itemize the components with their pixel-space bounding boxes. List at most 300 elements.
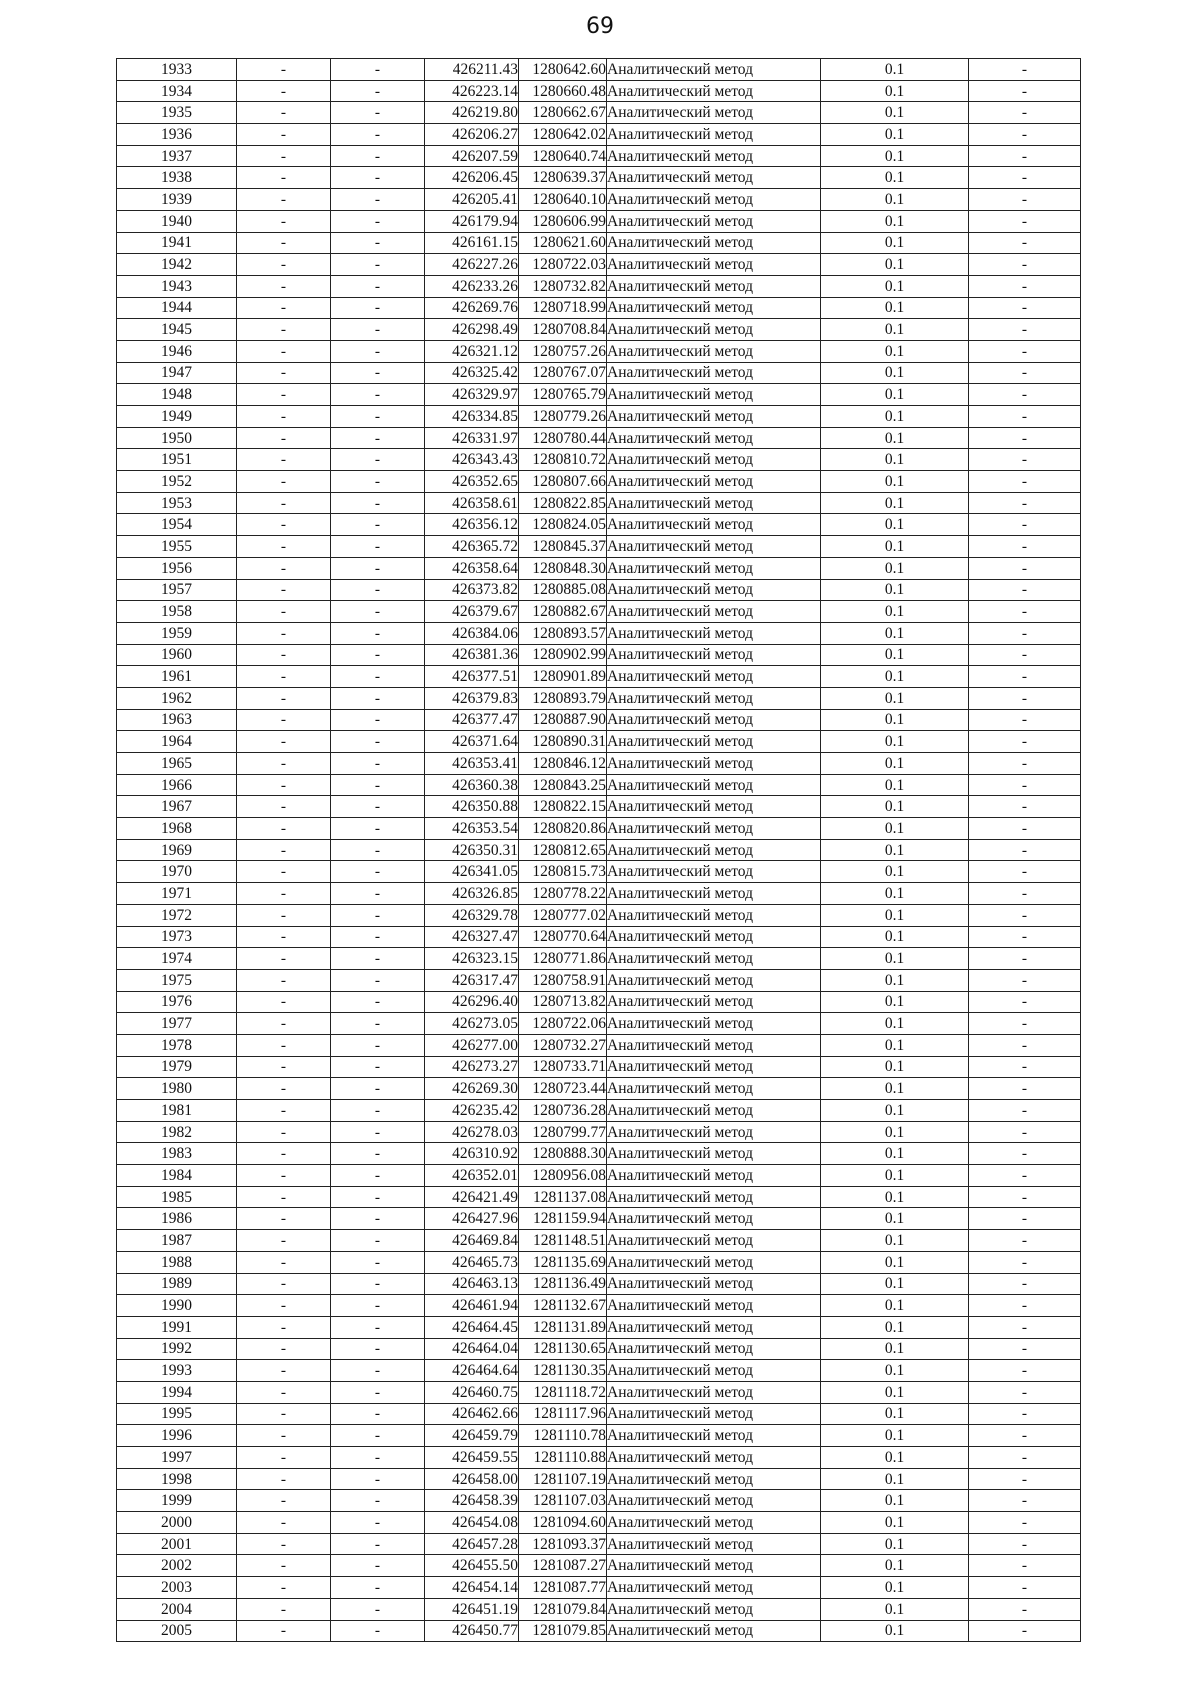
x-coordinate-cell: 426269.76 bbox=[425, 297, 519, 319]
accuracy-cell: 0.1 bbox=[821, 1316, 969, 1338]
table-row bbox=[117, 1577, 1081, 1599]
table-row bbox=[117, 1078, 1081, 1100]
method-cell: Аналитический метод bbox=[607, 471, 821, 493]
dash-cell: - bbox=[969, 340, 1081, 362]
dash-cell: - bbox=[969, 687, 1081, 709]
accuracy-cell: 0.1 bbox=[821, 1533, 969, 1555]
table-row bbox=[117, 1251, 1081, 1273]
accuracy-cell: 0.1 bbox=[821, 644, 969, 666]
table-row bbox=[117, 1273, 1081, 1295]
x-coordinate-cell: 426469.84 bbox=[425, 1230, 519, 1252]
table-row bbox=[117, 1121, 1081, 1143]
y-coordinate-cell: 1280640.74 bbox=[519, 145, 607, 167]
method-cell: Аналитический метод bbox=[607, 1533, 821, 1555]
x-coordinate-cell: 426227.26 bbox=[425, 254, 519, 276]
dash-cell: - bbox=[969, 839, 1081, 861]
point-number-cell: 1944 bbox=[117, 297, 237, 319]
dash-cell: - bbox=[969, 449, 1081, 471]
accuracy-cell: 0.1 bbox=[821, 796, 969, 818]
x-coordinate-cell: 426205.41 bbox=[425, 189, 519, 211]
dash-cell: - bbox=[969, 1447, 1081, 1469]
dash-cell: - bbox=[331, 514, 425, 536]
dash-cell: - bbox=[969, 1620, 1081, 1642]
x-coordinate-cell: 426350.88 bbox=[425, 796, 519, 818]
table-row bbox=[117, 449, 1081, 471]
method-cell: Аналитический метод bbox=[607, 1598, 821, 1620]
method-cell: Аналитический метод bbox=[607, 1403, 821, 1425]
table-row bbox=[117, 861, 1081, 883]
accuracy-cell: 0.1 bbox=[821, 1078, 969, 1100]
point-number-cell: 1950 bbox=[117, 427, 237, 449]
dash-cell: - bbox=[237, 514, 331, 536]
dash-cell: - bbox=[237, 948, 331, 970]
x-coordinate-cell: 426323.15 bbox=[425, 948, 519, 970]
table-row bbox=[117, 1338, 1081, 1360]
table-row bbox=[117, 254, 1081, 276]
x-coordinate-cell: 426356.12 bbox=[425, 514, 519, 536]
x-coordinate-cell: 426377.51 bbox=[425, 666, 519, 688]
dash-cell: - bbox=[331, 1251, 425, 1273]
x-coordinate-cell: 426179.94 bbox=[425, 210, 519, 232]
point-number-cell: 1976 bbox=[117, 991, 237, 1013]
table-row bbox=[117, 666, 1081, 688]
method-cell: Аналитический метод bbox=[607, 1425, 821, 1447]
x-coordinate-cell: 426377.47 bbox=[425, 709, 519, 731]
dash-cell: - bbox=[969, 406, 1081, 428]
x-coordinate-cell: 426206.45 bbox=[425, 167, 519, 189]
point-number-cell: 1962 bbox=[117, 687, 237, 709]
table-row bbox=[117, 774, 1081, 796]
method-cell: Аналитический метод bbox=[607, 1251, 821, 1273]
dash-cell: - bbox=[969, 384, 1081, 406]
dash-cell: - bbox=[969, 818, 1081, 840]
dash-cell: - bbox=[237, 991, 331, 1013]
method-cell: Аналитический метод bbox=[607, 991, 821, 1013]
x-coordinate-cell: 426353.54 bbox=[425, 818, 519, 840]
dash-cell: - bbox=[969, 796, 1081, 818]
dash-cell: - bbox=[969, 1273, 1081, 1295]
table-row bbox=[117, 579, 1081, 601]
dash-cell: - bbox=[331, 232, 425, 254]
x-coordinate-cell: 426350.31 bbox=[425, 839, 519, 861]
dash-cell: - bbox=[237, 1490, 331, 1512]
dash-cell: - bbox=[969, 1338, 1081, 1360]
method-cell: Аналитический метод bbox=[607, 948, 821, 970]
accuracy-cell: 0.1 bbox=[821, 297, 969, 319]
accuracy-cell: 0.1 bbox=[821, 666, 969, 688]
table-row bbox=[117, 1512, 1081, 1534]
x-coordinate-cell: 426464.64 bbox=[425, 1360, 519, 1382]
x-coordinate-cell: 426310.92 bbox=[425, 1143, 519, 1165]
accuracy-cell: 0.1 bbox=[821, 1251, 969, 1273]
accuracy-cell: 0.1 bbox=[821, 774, 969, 796]
x-coordinate-cell: 426451.19 bbox=[425, 1598, 519, 1620]
method-cell: Аналитический метод bbox=[607, 59, 821, 81]
dash-cell: - bbox=[237, 883, 331, 905]
point-number-cell: 1934 bbox=[117, 80, 237, 102]
point-number-cell: 2003 bbox=[117, 1577, 237, 1599]
dash-cell: - bbox=[969, 514, 1081, 536]
x-coordinate-cell: 426343.43 bbox=[425, 449, 519, 471]
accuracy-cell: 0.1 bbox=[821, 514, 969, 536]
accuracy-cell: 0.1 bbox=[821, 536, 969, 558]
point-number-cell: 1984 bbox=[117, 1165, 237, 1187]
table-row bbox=[117, 1381, 1081, 1403]
accuracy-cell: 0.1 bbox=[821, 839, 969, 861]
method-cell: Аналитический метод bbox=[607, 1447, 821, 1469]
y-coordinate-cell: 1280901.89 bbox=[519, 666, 607, 688]
table-row bbox=[117, 1143, 1081, 1165]
dash-cell: - bbox=[969, 319, 1081, 341]
method-cell: Аналитический метод bbox=[607, 1273, 821, 1295]
dash-cell: - bbox=[237, 644, 331, 666]
point-number-cell: 1988 bbox=[117, 1251, 237, 1273]
dash-cell: - bbox=[331, 687, 425, 709]
dash-cell: - bbox=[969, 948, 1081, 970]
dash-cell: - bbox=[237, 1403, 331, 1425]
dash-cell: - bbox=[237, 102, 331, 124]
point-number-cell: 1981 bbox=[117, 1100, 237, 1122]
table-row bbox=[117, 926, 1081, 948]
method-cell: Аналитический метод bbox=[607, 362, 821, 384]
point-number-cell: 1935 bbox=[117, 102, 237, 124]
y-coordinate-cell: 1281148.51 bbox=[519, 1230, 607, 1252]
method-cell: Аналитический метод bbox=[607, 275, 821, 297]
table-row bbox=[117, 514, 1081, 536]
dash-cell: - bbox=[237, 1078, 331, 1100]
point-number-cell: 1949 bbox=[117, 406, 237, 428]
y-coordinate-cell: 1281137.08 bbox=[519, 1186, 607, 1208]
point-number-cell: 1954 bbox=[117, 514, 237, 536]
method-cell: Аналитический метод bbox=[607, 1034, 821, 1056]
dash-cell: - bbox=[969, 102, 1081, 124]
dash-cell: - bbox=[331, 124, 425, 146]
point-number-cell: 1939 bbox=[117, 189, 237, 211]
method-cell: Аналитический метод bbox=[607, 1512, 821, 1534]
dash-cell: - bbox=[331, 406, 425, 428]
y-coordinate-cell: 1281094.60 bbox=[519, 1512, 607, 1534]
y-coordinate-cell: 1280767.07 bbox=[519, 362, 607, 384]
dash-cell: - bbox=[969, 861, 1081, 883]
accuracy-cell: 0.1 bbox=[821, 1468, 969, 1490]
x-coordinate-cell: 426458.00 bbox=[425, 1468, 519, 1490]
point-number-cell: 2001 bbox=[117, 1533, 237, 1555]
accuracy-cell: 0.1 bbox=[821, 861, 969, 883]
table-row bbox=[117, 601, 1081, 623]
dash-cell: - bbox=[237, 622, 331, 644]
dash-cell: - bbox=[969, 1381, 1081, 1403]
accuracy-cell: 0.1 bbox=[821, 753, 969, 775]
dash-cell: - bbox=[331, 644, 425, 666]
coordinates-table bbox=[116, 58, 1081, 1642]
dash-cell: - bbox=[969, 904, 1081, 926]
x-coordinate-cell: 426450.77 bbox=[425, 1620, 519, 1642]
dash-cell: - bbox=[969, 1230, 1081, 1252]
accuracy-cell: 0.1 bbox=[821, 1208, 969, 1230]
method-cell: Аналитический метод bbox=[607, 1230, 821, 1252]
dash-cell: - bbox=[237, 579, 331, 601]
method-cell: Аналитический метод bbox=[607, 406, 821, 428]
point-number-cell: 1960 bbox=[117, 644, 237, 666]
method-cell: Аналитический метод bbox=[607, 796, 821, 818]
dash-cell: - bbox=[969, 1078, 1081, 1100]
table-row bbox=[117, 1295, 1081, 1317]
method-cell: Аналитический метод bbox=[607, 1143, 821, 1165]
method-cell: Аналитический метод bbox=[607, 753, 821, 775]
dash-cell: - bbox=[969, 644, 1081, 666]
dash-cell: - bbox=[969, 1165, 1081, 1187]
point-number-cell: 1963 bbox=[117, 709, 237, 731]
dash-cell: - bbox=[969, 969, 1081, 991]
dash-cell: - bbox=[969, 1598, 1081, 1620]
method-cell: Аналитический метод bbox=[607, 557, 821, 579]
dash-cell: - bbox=[237, 774, 331, 796]
point-number-cell: 1958 bbox=[117, 601, 237, 623]
dash-cell: - bbox=[237, 275, 331, 297]
point-number-cell: 1999 bbox=[117, 1490, 237, 1512]
y-coordinate-cell: 1280606.99 bbox=[519, 210, 607, 232]
point-number-cell: 1978 bbox=[117, 1034, 237, 1056]
dash-cell: - bbox=[969, 1490, 1081, 1512]
y-coordinate-cell: 1280722.06 bbox=[519, 1013, 607, 1035]
accuracy-cell: 0.1 bbox=[821, 1034, 969, 1056]
x-coordinate-cell: 426277.00 bbox=[425, 1034, 519, 1056]
dash-cell: - bbox=[331, 666, 425, 688]
y-coordinate-cell: 1281131.89 bbox=[519, 1316, 607, 1338]
point-number-cell: 1968 bbox=[117, 818, 237, 840]
y-coordinate-cell: 1280736.28 bbox=[519, 1100, 607, 1122]
y-coordinate-cell: 1280846.12 bbox=[519, 753, 607, 775]
method-cell: Аналитический метод bbox=[607, 1208, 821, 1230]
method-cell: Аналитический метод bbox=[607, 1186, 821, 1208]
table-row bbox=[117, 796, 1081, 818]
dash-cell: - bbox=[237, 1208, 331, 1230]
point-number-cell: 1956 bbox=[117, 557, 237, 579]
dash-cell: - bbox=[237, 926, 331, 948]
y-coordinate-cell: 1280621.60 bbox=[519, 232, 607, 254]
y-coordinate-cell: 1280893.57 bbox=[519, 622, 607, 644]
x-coordinate-cell: 426464.45 bbox=[425, 1316, 519, 1338]
dash-cell: - bbox=[237, 1338, 331, 1360]
y-coordinate-cell: 1281130.65 bbox=[519, 1338, 607, 1360]
method-cell: Аналитический метод bbox=[607, 1295, 821, 1317]
dash-cell: - bbox=[969, 883, 1081, 905]
dash-cell: - bbox=[237, 861, 331, 883]
dash-cell: - bbox=[331, 753, 425, 775]
y-coordinate-cell: 1280723.44 bbox=[519, 1078, 607, 1100]
x-coordinate-cell: 426207.59 bbox=[425, 145, 519, 167]
dash-cell: - bbox=[331, 1034, 425, 1056]
y-coordinate-cell: 1280815.73 bbox=[519, 861, 607, 883]
dash-cell: - bbox=[237, 796, 331, 818]
accuracy-cell: 0.1 bbox=[821, 254, 969, 276]
y-coordinate-cell: 1281135.69 bbox=[519, 1251, 607, 1273]
x-coordinate-cell: 426352.01 bbox=[425, 1165, 519, 1187]
x-coordinate-cell: 426327.47 bbox=[425, 926, 519, 948]
accuracy-cell: 0.1 bbox=[821, 319, 969, 341]
accuracy-cell: 0.1 bbox=[821, 991, 969, 1013]
table-row bbox=[117, 1013, 1081, 1035]
dash-cell: - bbox=[331, 1447, 425, 1469]
point-number-cell: 1990 bbox=[117, 1295, 237, 1317]
dash-cell: - bbox=[969, 1251, 1081, 1273]
dash-cell: - bbox=[331, 210, 425, 232]
x-coordinate-cell: 426206.27 bbox=[425, 124, 519, 146]
y-coordinate-cell: 1280778.22 bbox=[519, 883, 607, 905]
x-coordinate-cell: 426298.49 bbox=[425, 319, 519, 341]
dash-cell: - bbox=[331, 1013, 425, 1035]
dash-cell: - bbox=[237, 1512, 331, 1534]
dash-cell: - bbox=[331, 80, 425, 102]
dash-cell: - bbox=[969, 362, 1081, 384]
method-cell: Аналитический метод bbox=[607, 666, 821, 688]
accuracy-cell: 0.1 bbox=[821, 687, 969, 709]
dash-cell: - bbox=[331, 557, 425, 579]
y-coordinate-cell: 1280810.72 bbox=[519, 449, 607, 471]
dash-cell: - bbox=[969, 1555, 1081, 1577]
dash-cell: - bbox=[969, 1468, 1081, 1490]
method-cell: Аналитический метод bbox=[607, 1121, 821, 1143]
dash-cell: - bbox=[331, 1512, 425, 1534]
table-row bbox=[117, 1360, 1081, 1382]
dash-cell: - bbox=[237, 1230, 331, 1252]
method-cell: Аналитический метод bbox=[607, 969, 821, 991]
dash-cell: - bbox=[969, 1425, 1081, 1447]
dash-cell: - bbox=[331, 254, 425, 276]
method-cell: Аналитический метод bbox=[607, 601, 821, 623]
y-coordinate-cell: 1280799.77 bbox=[519, 1121, 607, 1143]
accuracy-cell: 0.1 bbox=[821, 1403, 969, 1425]
y-coordinate-cell: 1280642.60 bbox=[519, 59, 607, 81]
table-row bbox=[117, 1165, 1081, 1187]
y-coordinate-cell: 1280718.99 bbox=[519, 297, 607, 319]
dash-cell: - bbox=[331, 601, 425, 623]
point-number-cell: 1985 bbox=[117, 1186, 237, 1208]
method-cell: Аналитический метод bbox=[607, 102, 821, 124]
table-row bbox=[117, 644, 1081, 666]
accuracy-cell: 0.1 bbox=[821, 1598, 969, 1620]
dash-cell: - bbox=[969, 1186, 1081, 1208]
dash-cell: - bbox=[969, 926, 1081, 948]
x-coordinate-cell: 426223.14 bbox=[425, 80, 519, 102]
accuracy-cell: 0.1 bbox=[821, 622, 969, 644]
method-cell: Аналитический метод bbox=[607, 254, 821, 276]
dash-cell: - bbox=[331, 189, 425, 211]
x-coordinate-cell: 426464.04 bbox=[425, 1338, 519, 1360]
y-coordinate-cell: 1281079.85 bbox=[519, 1620, 607, 1642]
x-coordinate-cell: 426329.97 bbox=[425, 384, 519, 406]
y-coordinate-cell: 1280770.64 bbox=[519, 926, 607, 948]
accuracy-cell: 0.1 bbox=[821, 904, 969, 926]
y-coordinate-cell: 1281117.96 bbox=[519, 1403, 607, 1425]
table-row bbox=[117, 406, 1081, 428]
x-coordinate-cell: 426462.66 bbox=[425, 1403, 519, 1425]
table-row bbox=[117, 948, 1081, 970]
x-coordinate-cell: 426161.15 bbox=[425, 232, 519, 254]
dash-cell: - bbox=[237, 1555, 331, 1577]
dash-cell: - bbox=[331, 1316, 425, 1338]
dash-cell: - bbox=[331, 1056, 425, 1078]
accuracy-cell: 0.1 bbox=[821, 124, 969, 146]
dash-cell: - bbox=[237, 731, 331, 753]
dash-cell: - bbox=[969, 666, 1081, 688]
table-row bbox=[117, 904, 1081, 926]
dash-cell: - bbox=[331, 362, 425, 384]
dash-cell: - bbox=[969, 1056, 1081, 1078]
x-coordinate-cell: 426273.27 bbox=[425, 1056, 519, 1078]
point-number-cell: 1951 bbox=[117, 449, 237, 471]
y-coordinate-cell: 1280642.02 bbox=[519, 124, 607, 146]
method-cell: Аналитический метод bbox=[607, 1165, 821, 1187]
dash-cell: - bbox=[331, 1273, 425, 1295]
method-cell: Аналитический метод bbox=[607, 774, 821, 796]
method-cell: Аналитический метод bbox=[607, 1100, 821, 1122]
y-coordinate-cell: 1280708.84 bbox=[519, 319, 607, 341]
table-row bbox=[117, 969, 1081, 991]
dash-cell: - bbox=[237, 427, 331, 449]
x-coordinate-cell: 426379.83 bbox=[425, 687, 519, 709]
accuracy-cell: 0.1 bbox=[821, 601, 969, 623]
point-number-cell: 1953 bbox=[117, 492, 237, 514]
point-number-cell: 1975 bbox=[117, 969, 237, 991]
dash-cell: - bbox=[331, 1295, 425, 1317]
x-coordinate-cell: 426233.26 bbox=[425, 275, 519, 297]
dash-cell: - bbox=[237, 406, 331, 428]
dash-cell: - bbox=[237, 1381, 331, 1403]
dash-cell: - bbox=[237, 1295, 331, 1317]
dash-cell: - bbox=[331, 969, 425, 991]
y-coordinate-cell: 1281159.94 bbox=[519, 1208, 607, 1230]
method-cell: Аналитический метод bbox=[607, 709, 821, 731]
accuracy-cell: 0.1 bbox=[821, 1273, 969, 1295]
table-row bbox=[117, 80, 1081, 102]
dash-cell: - bbox=[331, 1555, 425, 1577]
table-row bbox=[117, 384, 1081, 406]
x-coordinate-cell: 426353.41 bbox=[425, 753, 519, 775]
dash-cell: - bbox=[237, 1468, 331, 1490]
x-coordinate-cell: 426384.06 bbox=[425, 622, 519, 644]
dash-cell: - bbox=[331, 1208, 425, 1230]
dash-cell: - bbox=[331, 471, 425, 493]
method-cell: Аналитический метод bbox=[607, 1360, 821, 1382]
method-cell: Аналитический метод bbox=[607, 861, 821, 883]
accuracy-cell: 0.1 bbox=[821, 189, 969, 211]
accuracy-cell: 0.1 bbox=[821, 1121, 969, 1143]
point-number-cell: 1980 bbox=[117, 1078, 237, 1100]
table-row bbox=[117, 557, 1081, 579]
x-coordinate-cell: 426325.42 bbox=[425, 362, 519, 384]
x-coordinate-cell: 426455.50 bbox=[425, 1555, 519, 1577]
dash-cell: - bbox=[331, 59, 425, 81]
dash-cell: - bbox=[331, 536, 425, 558]
dash-cell: - bbox=[331, 492, 425, 514]
point-number-cell: 1979 bbox=[117, 1056, 237, 1078]
method-cell: Аналитический метод bbox=[607, 926, 821, 948]
dash-cell: - bbox=[237, 319, 331, 341]
method-cell: Аналитический метод bbox=[607, 687, 821, 709]
table-row bbox=[117, 210, 1081, 232]
dash-cell: - bbox=[331, 622, 425, 644]
table-row bbox=[117, 687, 1081, 709]
accuracy-cell: 0.1 bbox=[821, 1013, 969, 1035]
dash-cell: - bbox=[969, 80, 1081, 102]
x-coordinate-cell: 426460.75 bbox=[425, 1381, 519, 1403]
dash-cell: - bbox=[237, 1143, 331, 1165]
page-number: 69 bbox=[586, 14, 614, 39]
y-coordinate-cell: 1280885.08 bbox=[519, 579, 607, 601]
dash-cell: - bbox=[331, 991, 425, 1013]
dash-cell: - bbox=[237, 666, 331, 688]
